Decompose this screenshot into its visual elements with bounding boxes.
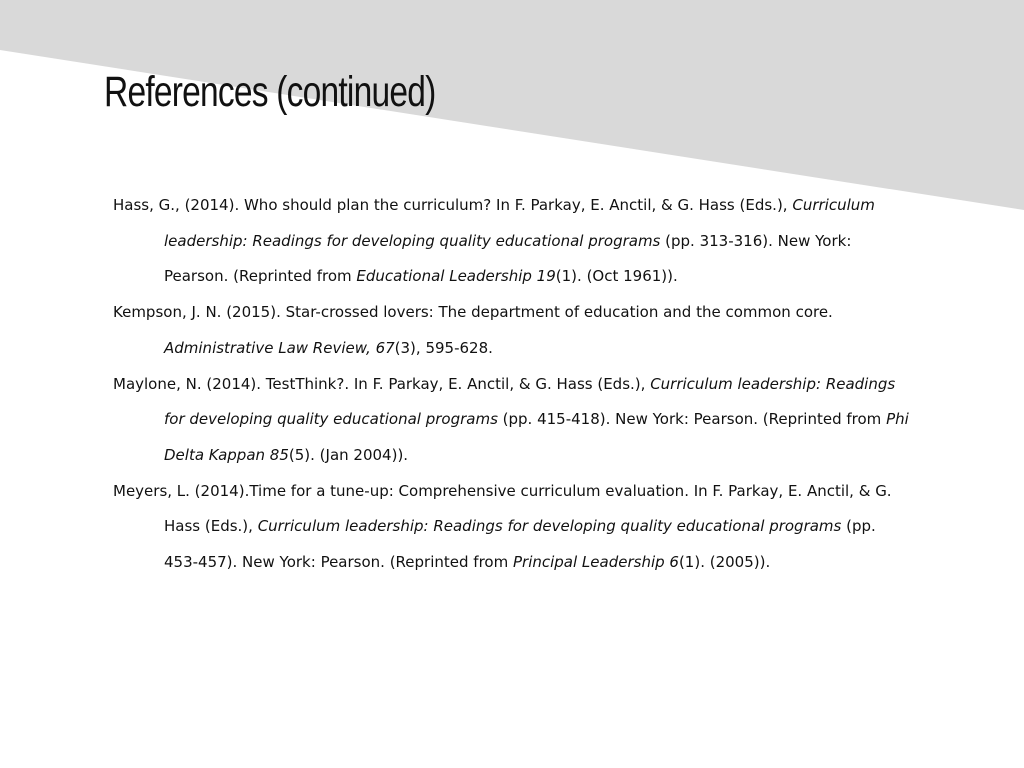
reference-item-meyers (113, 474, 913, 581)
reference-text: (1). (Oct 1961)). (555, 267, 678, 286)
reference-text: Kempson, J. N. (2015). Star-crossed lovers: The department of education and the common core. (113, 303, 833, 322)
reference-source-italic: Administrative Law Review, 67 (164, 338, 395, 357)
reference-item-hass (113, 188, 913, 295)
reference-text: Maylone, N. (2014). TestThink?. In F. Parkay, E. Anctil, & G. Hass (Eds.), (113, 374, 651, 393)
slide-title: References (continued) (104, 68, 436, 116)
reference-item-kempson (113, 295, 913, 366)
reference-text: (pp. 415-418). New York: Pearson. (Reprinted from (497, 410, 887, 429)
reference-source-italic: Curriculum leadership: Readings for developing quality educational programs (164, 196, 875, 250)
reference-text: (1). (2005)). (678, 553, 771, 572)
reference-source-italic: Phi Delta Kappan 85 (164, 410, 909, 464)
reference-source-italic: Curriculum leadership: Readings for developing quality educational programs (164, 374, 896, 429)
reference-text: Meyers, L. (2014).Time for a tune-up: Comprehensive curriculum evaluation. In F. Parkay, E. Anctil, & G. Hass (Eds.), (113, 481, 892, 536)
reference-source-italic: Curriculum leadership: Readings for developing quality educational programs (257, 517, 842, 536)
reference-text: (3), 595-628. (394, 338, 493, 357)
reference-text: (5). (Jan 2004)). (288, 445, 409, 464)
reference-source-italic: Principal Leadership 6 (512, 553, 679, 572)
reference-text: Hass, G., (2014). Who should plan the curriculum? In F. Parkay, E. Anctil, & G. Hass (Eds.), (113, 196, 793, 214)
reference-source-italic: Educational Leadership 19 (356, 267, 556, 286)
reference-text: (pp. 313-316). New York: Pearson. (Reprinted from (164, 231, 852, 286)
reference-text: (pp. 453-457). New York: Pearson. (Reprinted from (164, 517, 876, 572)
reference-item-maylone (113, 367, 913, 474)
reference-list (113, 188, 913, 581)
